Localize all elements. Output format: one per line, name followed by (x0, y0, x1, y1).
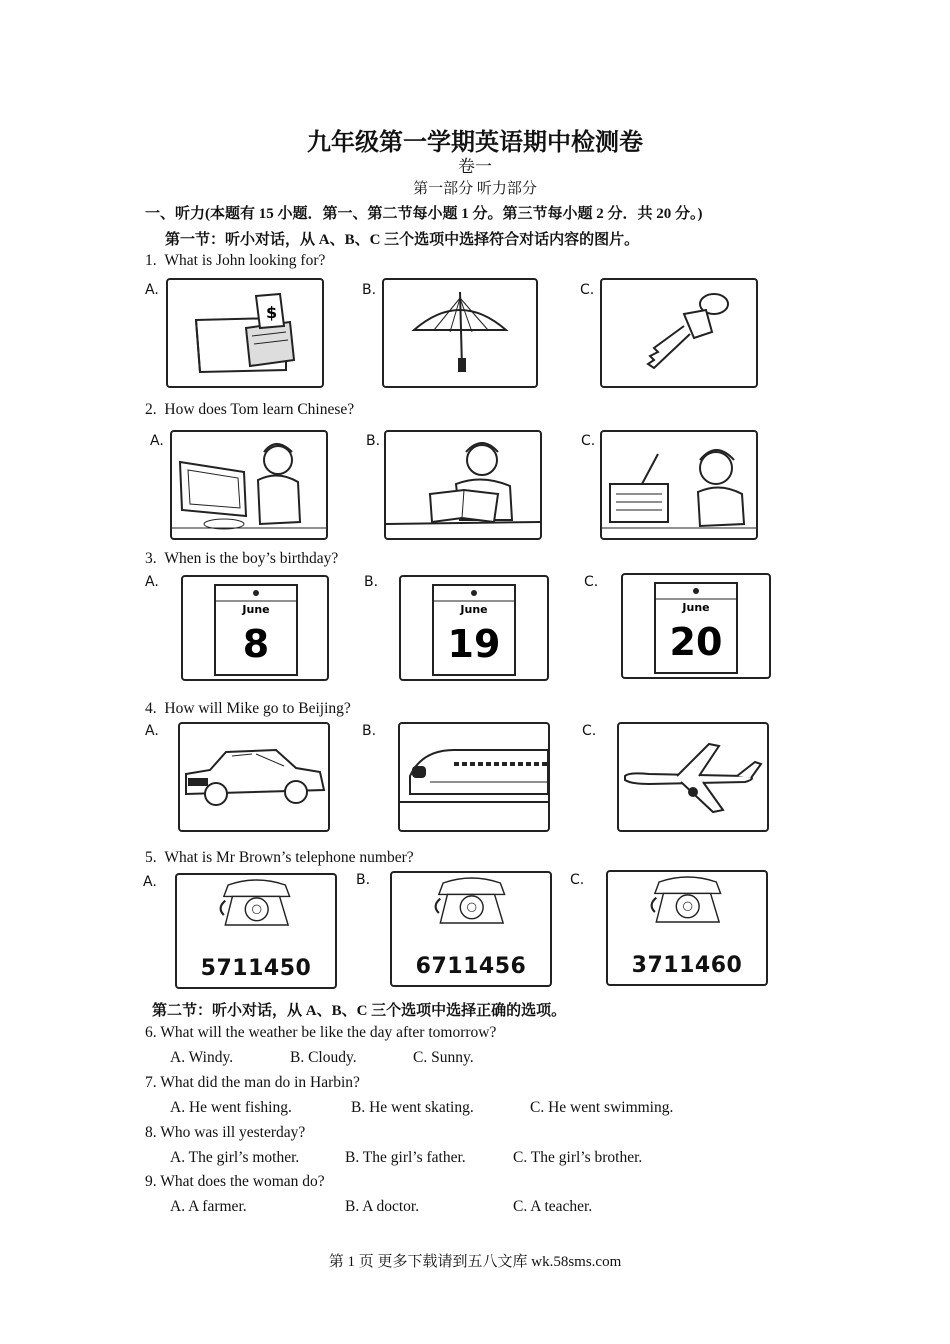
plane-icon (617, 722, 769, 832)
q3-option-c-label: C. (584, 574, 599, 590)
question-5: 5. What is Mr Brown’s telephone number? (145, 849, 414, 866)
question-6: 6. What will the weather be like the day after tomorrow? (145, 1024, 497, 1041)
train-icon (398, 722, 550, 832)
q4-option-c-label: C. (582, 723, 597, 739)
q5-option-a-label: A. (143, 874, 157, 890)
boy-at-computer-icon (170, 430, 328, 540)
key-icon (600, 278, 758, 388)
calendar-month-label: June (460, 603, 488, 616)
q8-option-c: C. The girl’s brother. (513, 1149, 643, 1166)
q9-option-a: A. A farmer. (170, 1198, 247, 1215)
question-7: 7. What did the man do in Harbin? (145, 1074, 360, 1091)
phone-number: 5711450 (200, 956, 312, 981)
section2-subheading: 第二节：听小对话，从 A、B、C 三个选项中选择正确的选项。 (152, 1003, 567, 1019)
svg-text:$: $ (266, 303, 278, 322)
question-4: 4. How will Mike go to Beijing? (145, 700, 351, 717)
q2-option-c-label: C. (581, 433, 596, 449)
boy-with-radio-icon (600, 430, 758, 540)
q9-option-c: C. A teacher. (513, 1198, 593, 1215)
q1-option-c-label: C. (580, 282, 595, 298)
calendar-june-20-icon (621, 573, 771, 679)
q1-option-b-label: B. (362, 282, 377, 298)
q5-option-c-label: C. (570, 872, 585, 888)
part-label: 第一部分 听力部分 (413, 181, 537, 197)
calendar-month-label: June (242, 603, 270, 616)
calendar-day: 19 (447, 622, 501, 666)
page-footer: 第 1 页 更多下载请到五八文库 wk.58sms.com (328, 1254, 622, 1270)
section1-heading: 一、听力(本题有 15 小题．第一、第二节每小题 1 分。第三节每小题 2 分．共 20 分。) (145, 206, 703, 222)
q3-option-b-label: B. (364, 574, 379, 590)
question-1: 1. What is John looking for? (145, 252, 326, 269)
page-title: 九年级第一学期英语期中检测卷 (307, 130, 643, 156)
question-3: 3. When is the boy’s birthday? (145, 550, 339, 567)
boy-reading-book-icon (384, 430, 542, 540)
telephone-icon (606, 870, 768, 986)
q5-option-b-label: B. (356, 872, 371, 888)
phone-number: 6711456 (415, 954, 527, 979)
q3-option-a-label: A. (145, 574, 159, 590)
q9-option-b: B. A doctor. (345, 1198, 420, 1215)
q6-option-c: C. Sunny. (413, 1049, 474, 1066)
q8-option-b: B. The girl’s father. (345, 1149, 466, 1166)
q1-option-a-label: A. (145, 282, 159, 298)
telephone-icon (390, 871, 552, 987)
q6-option-a: A. Windy. (170, 1049, 234, 1066)
question-8: 8. Who was ill yesterday? (145, 1124, 306, 1141)
q7-option-a: A. He went fishing. (170, 1099, 292, 1116)
question-2: 2. How does Tom learn Chinese? (145, 401, 355, 418)
q7-option-b: B. He went skating. (351, 1099, 474, 1116)
q2-option-b-label: B. (366, 433, 381, 449)
calendar-day: 8 (242, 622, 270, 666)
q2-option-a-label: A. (150, 433, 164, 449)
calendar-month-label: June (682, 601, 710, 614)
calendar-june-8-icon (181, 575, 329, 681)
q7-option-c: C. He went swimming. (530, 1099, 674, 1116)
wallet-icon (166, 278, 324, 388)
volume-label: 卷一 (458, 157, 492, 176)
car-icon (178, 722, 330, 832)
question-9: 9. What does the woman do? (145, 1173, 325, 1190)
q8-option-a: A. The girl’s mother. (170, 1149, 300, 1166)
q4-option-a-label: A. (145, 723, 159, 739)
calendar-day: 20 (669, 620, 723, 664)
umbrella-icon (382, 278, 538, 388)
q4-option-b-label: B. (362, 723, 377, 739)
telephone-icon (175, 873, 337, 989)
q6-option-b: B. Cloudy. (290, 1049, 357, 1066)
calendar-june-19-icon (399, 575, 549, 681)
section1-subheading: 第一节：听小对话，从 A、B、C 三个选项中选择符合对话内容的图片。 (165, 232, 640, 248)
phone-number: 3711460 (631, 953, 743, 978)
